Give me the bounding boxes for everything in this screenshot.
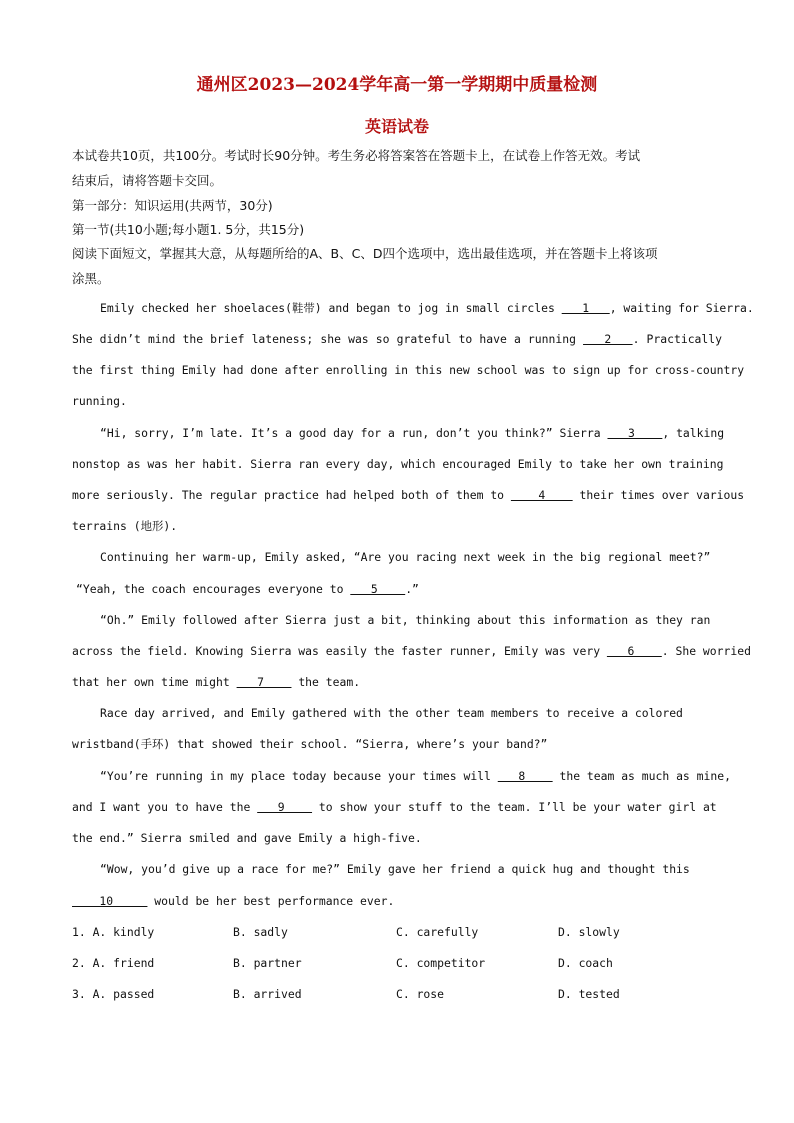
blank-1: 1 <box>561 301 610 315</box>
passage-line: terrains (地形). <box>72 519 178 533</box>
passage-line: “Wow, you’d give up a race for me?” Emily gave her friend a quick hug and thought this <box>100 862 690 876</box>
question-2-option-a: 2. A. friend <box>72 956 155 970</box>
directions-line-2: 涂黑。 <box>72 271 110 286</box>
instructions-line-2: 结束后，请将答题卡交回。 <box>72 173 223 188</box>
passage-line: She didn’t mind the brief lateness; she was so grateful to have a running 2 . Practically <box>72 332 722 346</box>
question-2-option-c: C. competitor <box>396 956 486 970</box>
exam-subtitle: 英语试卷 <box>364 117 429 136</box>
exam-title: 通州区2023—2024学年高一第一学期期中质量检测 <box>196 75 598 95</box>
passage-line: the end.” Sierra smiled and gave Emily a high-five. <box>72 831 422 845</box>
question-3-options <box>72 979 722 1010</box>
passage-line: “Oh.” Emily followed after Sierra just a bit, thinking about this information as they ran <box>100 613 711 627</box>
passage-line: nonstop as was her habit. Sierra ran every day, which encouraged Emily to take her own training <box>72 457 724 471</box>
question-2-option-d: D. coach <box>558 956 613 970</box>
passage-line: running. <box>72 394 127 408</box>
directions-line-1: 阅读下面短文，掌握其大意，从每题所给的A、B、C、D四个选项中，选出最佳选项，并在答题卡上将该项 <box>72 246 658 261</box>
passage-line: “You’re running in my place today because your times will 8 the team as much as mine, <box>100 769 731 783</box>
question-1-options <box>72 917 722 948</box>
question-1-option-a: 1. A. kindly <box>72 925 155 939</box>
question-1-option-c: C. carefully <box>396 925 479 939</box>
question-3-option-a: 3. A. passed <box>72 987 155 1001</box>
blank-6: 6 <box>606 644 662 658</box>
blank-4: 4 <box>510 488 573 502</box>
passage-line: across the field. Knowing Sierra was easily the faster runner, Emily was very 6 . She worried <box>72 644 751 658</box>
question-1-option-d: D. slowly <box>558 925 620 939</box>
section-one-heading: 第一节(共10小题;每小题1. 5分，共15分) <box>72 222 305 237</box>
question-3-option-c: C. rose <box>396 987 445 1001</box>
blank-7: 7 <box>236 675 292 689</box>
part-one-heading: 第一部分：知识运用(共两节，30分) <box>72 198 273 213</box>
blank-9: 9 <box>257 800 313 814</box>
passage-line: Emily checked her shoelaces(鞋带) and began to jog in small circles 1 , waiting for Sierra. <box>100 301 754 315</box>
blank-8: 8 <box>497 769 553 783</box>
question-2-options <box>72 948 722 979</box>
instructions-line-1: 本试卷共10页，共100分。考试时长90分钟。考生务必将答案答在答题卡上，在试卷上作答无效。考试 <box>72 148 641 163</box>
passage-line: Race day arrived, and Emily gathered with the other team members to receive a colored <box>100 706 683 720</box>
passage-line: the first thing Emily had done after enrolling in this new school was to sign up for cross-country <box>72 363 745 377</box>
passage-line: that her own time might 7 the team. <box>72 675 361 689</box>
blank-10: 10 <box>72 894 148 908</box>
passage-line: more seriously. The regular practice had helped both of them to 4 their times over various <box>72 488 745 502</box>
question-3-option-d: D. tested <box>558 987 620 1001</box>
passage-line: Continuing her warm-up, Emily asked, “Are you racing next week in the big regional meet?” <box>100 550 711 564</box>
question-1-option-b: B. sadly <box>233 925 288 939</box>
question-2-option-b: B. partner <box>233 956 302 970</box>
blank-2: 2 <box>583 332 633 346</box>
passage-line: 10 would be her best performance ever. <box>72 894 395 908</box>
question-3-option-b: B. arrived <box>233 987 302 1001</box>
passage-line: “Yeah, the coach encourages everyone to 5 .” <box>76 582 419 596</box>
passage-line: and I want you to have the 9 to show your stuff to the team. I’ll be your water girl at <box>72 800 717 814</box>
passage-line: wristband(手环) that showed their school. “Sierra, where’s your band?” <box>72 737 548 751</box>
blank-5: 5 <box>350 582 406 596</box>
passage-line: “Hi, sorry, I’m late. It’s a good day for a run, don’t you think?” Sierra 3 , talking <box>100 426 725 440</box>
blank-3: 3 <box>607 426 663 440</box>
